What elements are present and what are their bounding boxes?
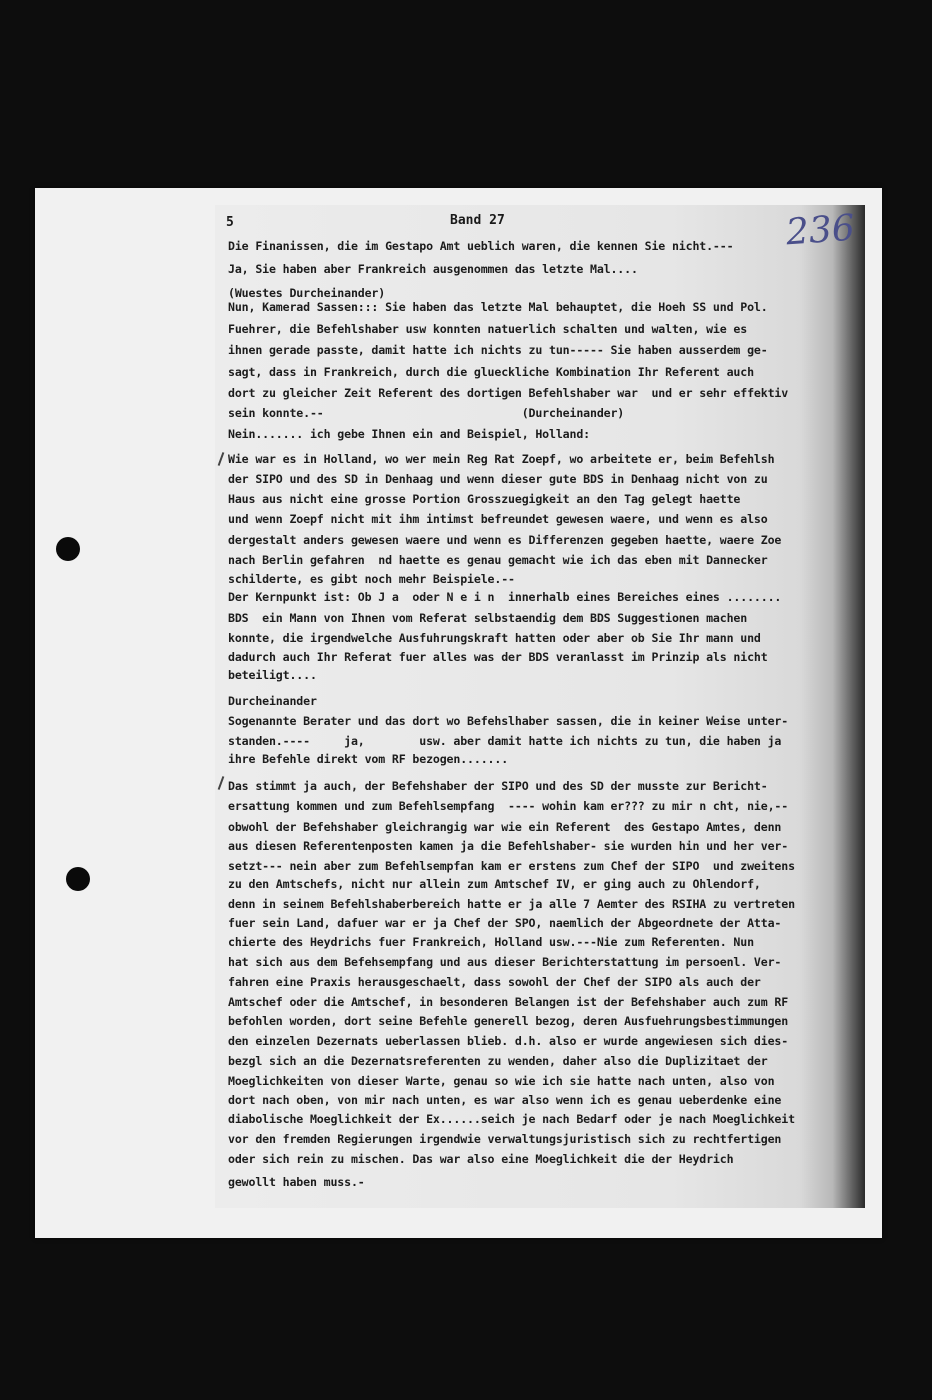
punch-hole-top — [56, 537, 80, 561]
archive-number-stamp: 236 — [784, 207, 857, 254]
text-line: befohlen worden, dort seine Befehle generell bezog, deren Ausfuehrungsbestimmungen — [228, 1014, 789, 1028]
text-line: sagt, dass in Frankreich, durch die glueckliche Kombination Ihr Referent auch — [228, 365, 754, 379]
text-line: denn in seinem Befehlshaberbereich hatte er ja alle 7 Aemter des RSIHA zu vertreten — [228, 897, 795, 911]
text-line: setzt--- nein aber zum Befehlsempfan kam er erstens zum Chef der SIPO und zweitens — [228, 859, 795, 873]
text-line: Nein....... ich gebe Ihnen ein and Beispiel, Holland: — [228, 427, 590, 441]
text-line: standen.---- ja, usw. aber damit hatte ich nichts zu tun, die haben ja — [228, 734, 782, 748]
text-line: nach Berlin gefahren nd haette es genau gemacht wie ich das eben mit Dannecker — [228, 553, 768, 567]
text-line: ersattung kommen und zum Befehlsempfang ---- wohin kam er??? zu mir n cht, nie,-- — [228, 799, 789, 813]
text-line: Fuehrer, die Befehlshaber usw konnten natuerlich schalten und walten, wie es — [228, 322, 748, 336]
text-line: Nun, Kamerad Sassen::: Sie haben das letzte Mal behauptet, die Hoeh SS und Pol. — [228, 300, 768, 314]
text-line: Ja, Sie haben aber Frankreich ausgenommen das letzte Mal.... — [228, 262, 638, 276]
text-line: konnte, die irgendwelche Ausfuhrungskraft hatten oder aber ob Sie Ihr mann und — [228, 631, 761, 645]
text-line: Amtschef oder die Amtschef, in besonderen Belangen ist der Befehshaber auch zum RF — [228, 995, 789, 1009]
text-line: bezgl sich an die Dezernatsreferenten zu wenden, daher also die Duplizitaet der — [228, 1054, 768, 1068]
band-header: Band 27 — [450, 213, 505, 228]
text-line: sein konnte.-- (Durcheinander) — [228, 406, 625, 420]
text-line: Haus aus nicht eine grosse Portion Grosszuegigkeit an den Tag gelegt haette — [228, 492, 741, 506]
text-line: dergestalt anders gewesen waere und wenn es Differenzen gegeben haette, waere Zoe — [228, 533, 782, 547]
text-line: hat sich aus dem Befehsempfang und aus dieser Berichterstattung im persoenl. Ver- — [228, 955, 782, 969]
text-line: Der Kernpunkt ist: Ob J a oder N e i n innerhalb eines Bereiches eines ........ — [228, 590, 782, 604]
text-line: (Wuestes Durcheinander) — [228, 286, 386, 300]
text-line: der SIPO und des SD in Denhaag und wenn dieser gute BDS in Denhaag nicht von zu — [228, 472, 768, 486]
text-line: den einzelen Dezernats ueberlassen blieb. d.h. also er wurde angewiesen sich dies- — [228, 1034, 789, 1048]
text-line: vor den fremden Regierungen irgendwie verwaltungsjuristisch sich zu rechtfertigen — [228, 1132, 782, 1146]
text-line: fahren eine Praxis herausgeschaelt, dass sowohl der Chef der SIPO als auch der — [228, 975, 761, 989]
text-line: fuer sein Land, dafuer war er ja Chef der SPO, naemlich der Abgeordnete der Atta- — [228, 916, 782, 930]
text-line: dadurch auch Ihr Referat fuer alles was der BDS veranlasst im Prinzip als nicht — [228, 650, 768, 664]
text-line: BDS ein Mann von Ihnen vom Referat selbstaendig dem BDS Suggestionen machen — [228, 611, 748, 625]
text-line: beteiligt.... — [228, 668, 317, 682]
text-line: gewollt haben muss.- — [228, 1175, 365, 1189]
punch-hole-bottom — [66, 867, 90, 891]
text-line: dort zu gleicher Zeit Referent des dortigen Befehlshaber war und er sehr effektiv — [228, 386, 789, 400]
text-line: Durcheinander — [228, 694, 317, 708]
text-line: dort nach oben, von mir nach unten, es war also wenn ich es genau ueberdenke eine — [228, 1093, 782, 1107]
text-line: diabolische Moeglichkeit der Ex......seich je nach Bedarf oder je nach Moeglichkeit — [228, 1112, 795, 1126]
text-line: ihre Befehle direkt vom RF bezogen....... — [228, 752, 509, 766]
text-line: oder sich rein zu mischen. Das war also eine Moeglichkeit die der Heydrich — [228, 1152, 734, 1166]
text-line: Die Finanissen, die im Gestapo Amt ueblich waren, die kennen Sie nicht.--- — [228, 239, 734, 253]
text-line: Das stimmt ja auch, der Befehshaber der SIPO und des SD der musste zur Bericht- — [228, 779, 768, 793]
text-line: obwohl der Befehshaber gleichrangig war wie ein Referent des Gestapo Amtes, denn — [228, 820, 782, 834]
text-line: schilderte, es gibt noch mehr Beispiele.-- — [228, 572, 515, 586]
text-line: Sogenannte Berater und das dort wo Befehslhaber sassen, die in keiner Weise unter- — [228, 714, 789, 728]
page-number: 5 — [226, 215, 234, 230]
text-line: zu den Amtschefs, nicht nur allein zum Amtschef IV, er ging auch zu Ohlendorf, — [228, 877, 761, 891]
text-line: Moeglichkeiten von dieser Warte, genau so wie ich sie hatte nach unten, also von — [228, 1074, 775, 1088]
text-line: und wenn Zoepf nicht mit ihm intimst befreundet gewesen waere, und wenn es also — [228, 512, 768, 526]
text-line: chierte des Heydrichs fuer Frankreich, Holland usw.---Nie zum Referenten. Nun — [228, 935, 754, 949]
text-line: ihnen gerade passte, damit hatte ich nichts zu tun----- Sie haben ausserdem ge- — [228, 343, 768, 357]
text-line: Wie war es in Holland, wo wer mein Reg Rat Zoepf, wo arbeitete er, beim Befehlsh — [228, 452, 775, 466]
text-line: aus diesen Referentenposten kamen ja die Befehlshaber- sie wurden hin und her ver- — [228, 839, 789, 853]
